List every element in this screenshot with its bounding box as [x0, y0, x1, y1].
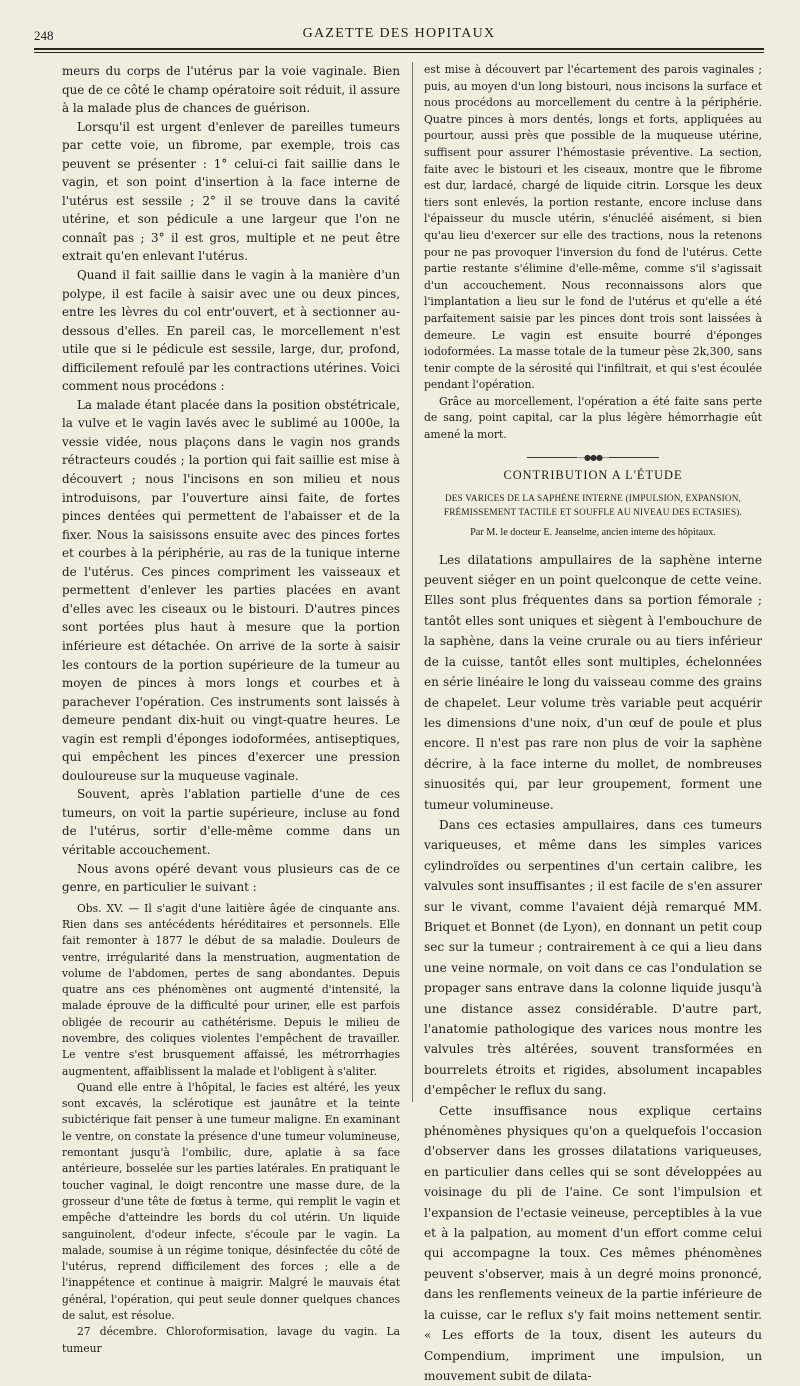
column-separator [412, 62, 413, 1102]
left-column [62, 62, 400, 1357]
paragraph: Les dilatations ampullaires de la saphène interne peuvent siéger en un point quelconque de cette veine. Elles sont plus fréquentes dans sa portion fémorale ; tantôt elles sont uniques et siègent à l'embouchure de la saphène, dans la veine crurale ou au tiers inférieur de la cuisse, tantôt elles sont multiples, échelonnées en série linéaire le long du vaisseau comme des grains de chapelet. Leur volume très variable peut acquérir les dimensions d'une noix, d'un œuf de poule et plus encore. Il n'est pas rare non plus de voir la saphène décrire, à la face interne du mollet, de nombreuses sinuosités qui, par leur groupement, forment une tumeur volumineuse. [424, 552, 762, 812]
observation-paragraph: est mise à découvert par l'écartement des parois vaginales ; puis, au moyen d'un long bistouri, nous incisons la surface et nous procédons au morcellement du centre à la périphérie. Quatre pinces à mors dentés, longs et forts, appliquées au pourtour, aussi près que possible de la muqueuse utérine, suffisent pour assurer l'hémostasie préventive. La section, faite avec le bistouri et les ciseaux, montre que le fibrome est dur, lardacé, chargé de liquide citrin. Lorsque les deux tiers sont enlevés, la portion restante, encore incluse dans l'épaisseur du muscle utérin, s'énucléé aisément, si bien qu'au lieu d'exercer sur elle des tractions, nous la retenons pour ne pas provoquer l'inversion du fond de l'utérus. Cette partie restante s'élimine d'elle-même, comme s'il s'agissait d'un accouchement. Nous reconnaissons alors que l'implantation a lieu sur le fond de l'utérus et qu'elle a été parfaitement saisie par les pinces dont trois sont laissées à demeure. Le vagin est ensuite bourré d'éponges iodoformées. La masse totale de la tumeur pèse 2k,300, sans tenir compte de la sérosité qui l'infiltrait, et qui s'est écoulée pendant l'opération. [424, 63, 762, 392]
right-column [424, 62, 762, 1386]
running-title: GAZETTE DES HOPITAUX [302, 26, 496, 41]
paragraph: Cette insuffisance nous explique certains phénomènes physiques qu'on a quelquefois l'occasion d'observer dans les grosses dilatations variqueuses, en particulier dans celles qui se sont développées au voisinage du pli de l'aine. Ce sont l'impulsion et l'expansion de l'ectasie veineuse, perceptibles à la vue et à la palpation, au moment d'un effort comme celui qui accompagne la toux. Ces mêmes phénomènes peuvent s'observer, mais à un degré moins prononcé, dans les renflements veineux de la partie inférieure de la cuisse, car le reflux s'y fait moins nettement sentir. « Les efforts de la toux, disent les auteurs du Compendium, impriment une impulsion, un mouvement subit de dilata- [424, 1103, 762, 1383]
section-title: CONTRIBUTION A L'ÉTUDE [503, 467, 683, 482]
observation-paragraph: Grâce au morcellement, l'opération a été faite sans perte de sang, point capital, car la plus légère hémorrhagie eût amené la mort. [424, 394, 762, 442]
observation-paragraph: Quand elle entre à l'hôpital, le facies est altéré, les yeux sont excavés, la sclérotique est jaunâtre et la teinte subictérique fait penser à une tumeur maligne. En examinant le ventre, on constate la présence d'une tumeur volumineuse, remontant jusqu'à l'ombilic, dure, aplatie à sa face antérieure, bosselée sur les parties latérales. En pratiquant le toucher vaginal, le doigt rencontre une masse dure, de la grosseur d'une tête de fœtus à terme, qui remplit le vagin et empêche d'atteindre les bords du col utérin. Un liquide sanguinolent, d'odeur infecte, s'écoule par le vagin. La malade, soumise à un régime tonique, désinfectée du côté de l'utérus, reprend difficilement des forces ; elle a de l'inappétence et continue à maigrir. Malgré le mauvais état général, l'opération, qui peut seule donner quelques chances de salut, est résolue. [62, 1080, 400, 1323]
observation-paragraph: Obs. XV. — Il s'agit d'une laitière âgée de cinquante ans. Rien dans ses antécédents héréditaires et personnels. Elle fait remonter à 1877 le début de sa maladie. Douleurs de ventre, irrégularité dans la menstruation, augmentation de volume de l'abdomen, pertes de sang abondantes. Depuis quatre ans ces phénomènes ont augmenté d'intensité, la malade éprouve de la difficulté pour uriner, elle est parfois obligée de recourir au cathétérisme. Depuis le milieu de novembre, des coliques violentes l'empêchent de travailler. Le ventre s'est brusquement affaissé, les métrorrhagies augmentent, affaiblissent la malade et l'obligent à s'aliter. [62, 901, 400, 1078]
header-rule-thin [34, 52, 764, 53]
paragraph: meurs du corps de l'utérus par la voie vaginale. Bien que de ce côté le champ opératoire soit réduit, il assure à la malade plus de chances de guérison. [62, 64, 400, 116]
paragraph: Quand il fait saillie dans le vagin à la manière d'un polype, il est facile à saisir avec une ou deux pinces, entre les lèvres du col entr'ouvert, et à sectionner au-dessous d'elles. En pareil cas, le morcellement n'est utile que si le pédicule est sessile, large, dur, profond, difficilement refoulé par les contractions utérines. Voici comment nous procédons : [62, 268, 400, 394]
header-rule-thick [34, 48, 764, 50]
paragraph: La malade étant placée dans la position obstétricale, la vulve et le vagin lavés avec le sublimé au 1000e, la vessie vidée, nous plaçons dans le vagin nos grands rétracteurs coudés ; la portion qui fait saillie est mise à découvert ; nous l'incisons en son milieu et nous introduisons, par l'ouverture ainsi faite, de fortes pinces dentées qui permettent de l'abaisser et de la fixer. Nous la saisissons ensuite avec des pinces fortes et courbes à la périphérie, au ras de la tunique interne de l'utérus. Ces pinces compriment les vaisseaux et permettent d'enlever les parties placées en avant d'elles avec les ciseaux ou le bistouri. D'autres pinces sont portées plus haut à mesure que la portion inférieure est détachée. On arrive de la sorte à saisir les contours de la portion supérieure de la tumeur au moyen de pinces à mors longs et courbes et à parachever l'opération. Ces instruments sont laissés à demeure pendant dix-huit ou vingt-quatre heures. Le vagin est rempli d'éponges iodoformées, antiseptiques, qui empêchent les pinces d'exercer une pression douloureuse sur la muqueuse vaginale. [62, 397, 400, 783]
paragraph: Dans ces ectasies ampullaires, dans ces tumeurs variqueuses, et même dans les simples varices cylindroïdes ou serpentines d'un certain calibre, les valvules sont insuffisantes ; il est facile de s'en assurer sur le vivant, comme l'avaient déjà remarqué MM. Briquet et Bonnet (de Lyon), en donnant un petit coup sec sur la tumeur ; contrairement à ce qui a lieu dans une veine normale, on voit dans ce cas l'ondulation se propager sans entrave dans la colonne liquide jusqu'à une distance assez considérable. D'autre part, l'anatomie pathologique des varices nous montre les valvules très altérées, souvent transformées en bourrelets étroits et rigides, absolument incapables d'empêcher le reflux du sang. [424, 817, 762, 1098]
section-subtitle: DES VARICES DE LA SAPHÈNE INTERNE (IMPULSION, EXPANSION, FRÉMISSEMENT TACTILE ET SOUFFLE AU NIVEAU DES ECTASIES). [443, 492, 743, 517]
page-header [34, 26, 764, 50]
page-number: 248 [34, 28, 54, 43]
paragraph: Nous avons opéré devant vous plusieurs cas de ce genre, en particulier le suivant : [62, 861, 400, 895]
observation-paragraph: 27 décembre. Chloroformisation, lavage du vagin. La tumeur [62, 1325, 400, 1355]
author-line: Par M. le docteur E. Jeanselme, ancien interne des hôpitaux. [470, 526, 716, 538]
section-divider: —●●●— [424, 452, 762, 464]
paragraph: Souvent, après l'ablation partielle d'une de ces tumeurs, on voit la partie supérieure, incluse au fond de l'utérus, sortir d'elle-même comme dans un véritable accouchement. [62, 787, 400, 857]
paragraph: Lorsqu'il est urgent d'enlever de pareilles tumeurs par cette voie, un fibrome, par exemple, trois cas peuvent se présenter : 1° celui-ci fait saillie dans le vagin, et son point d'insertion à la face interne de l'utérus est sessile ; 2° il se trouve dans la cavité utérine, et son pédicule a une largeur que l'on ne connaît pas ; 3° il est gros, multiple et ne peut être extrait qu'en enlevant l'utérus. [62, 119, 400, 264]
